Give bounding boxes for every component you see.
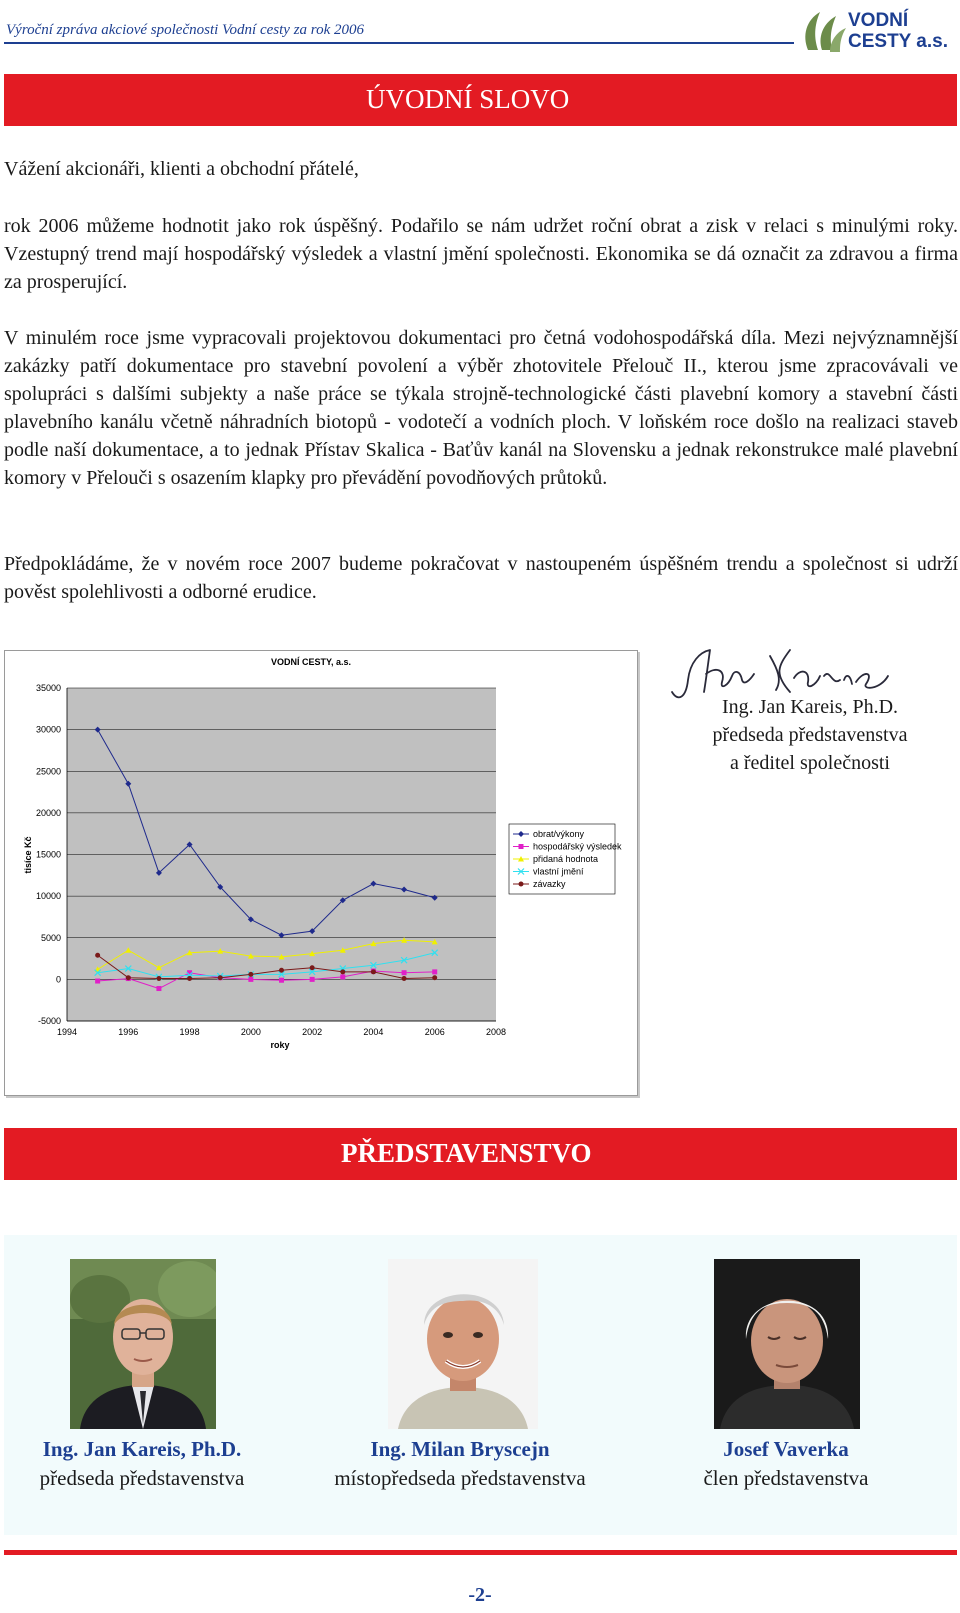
- legend-label: vlastní jmění: [533, 866, 584, 877]
- board-member-1: [0, 1435, 292, 1493]
- portrait-photo-1: [70, 1259, 216, 1429]
- data-point: [402, 970, 407, 975]
- header-rule: [4, 42, 794, 44]
- y-tick-label: 20000: [35, 807, 61, 818]
- financial-chart: [4, 650, 638, 1096]
- member-name: Ing. Milan Bryscejn: [370, 1437, 550, 1461]
- x-tick-label: 1994: [56, 1027, 78, 1037]
- logo-line-2: CESTY a.s.: [848, 31, 948, 52]
- section-heading: ÚVODNÍ SLOVO: [366, 84, 570, 114]
- x-tick-label: 1998: [179, 1027, 200, 1037]
- member-role: místopředseda představenstva: [334, 1466, 586, 1490]
- data-point: [95, 979, 100, 984]
- data-point: [156, 986, 161, 991]
- x-tick-label: 2006: [424, 1027, 445, 1037]
- paragraph-3: Předpokládáme, že v novém roce 2007 budeme pokračovat v nastoupeném úspěšném trendu a společnost si udrží pověst spolehlivosti a odborné erudice.: [4, 553, 958, 603]
- y-tick-label: 0: [55, 974, 61, 985]
- data-point: [218, 975, 223, 980]
- report-title: Výroční zpráva akciové společnosti Vodní cesty za rok 2006: [6, 22, 364, 38]
- section-banner-intro: [4, 74, 957, 126]
- section-heading: PŘEDSTAVENSTVO: [341, 1138, 592, 1168]
- chart-canvas: [5, 651, 639, 1097]
- page-header: [0, 0, 960, 60]
- y-tick-label: 25000: [35, 766, 61, 777]
- data-point: [248, 977, 253, 982]
- data-point: [310, 965, 315, 970]
- member-name: Ing. Jan Kareis, Ph.D.: [42, 1437, 242, 1461]
- data-point: [432, 969, 437, 974]
- data-point: [248, 972, 253, 977]
- data-point: [519, 844, 524, 849]
- signature-caption: [660, 693, 960, 777]
- y-tick-label: 35000: [35, 683, 61, 693]
- x-tick-label: 2000: [240, 1027, 261, 1037]
- data-point: [402, 976, 407, 981]
- data-point: [126, 975, 131, 980]
- y-tick-label: 15000: [35, 849, 61, 860]
- member-role: předseda představenstva: [39, 1466, 245, 1490]
- data-point: [187, 976, 192, 981]
- legend-label: přidaná hodnota: [533, 854, 599, 864]
- data-point: [519, 882, 524, 887]
- data-point: [95, 953, 100, 958]
- section-banner-board: [4, 1128, 957, 1180]
- x-tick-label: 2008: [485, 1027, 507, 1037]
- data-point: [156, 976, 161, 981]
- board-member-3: [636, 1435, 936, 1493]
- data-point: [340, 969, 345, 974]
- paragraph-1: rok 2006 můžeme hodnotit jako rok úspěšný. Podařilo se nám udržet roční obrat a zisk v relaci s minulými roky. Vzestupný trend mají hospodářský výsledek a vlastní jmění společnosti. Ekonomika se dá označit za zdravou a firma za prosperující.: [4, 215, 958, 293]
- y-tick-label: 5000: [40, 932, 61, 943]
- board-member-2: [310, 1435, 610, 1493]
- portrait-photo-3: [714, 1259, 860, 1429]
- member-name: Josef Vaverka: [723, 1437, 849, 1461]
- signatory-role-1: předseda představenstva: [712, 724, 908, 746]
- y-tick-label: 10000: [35, 891, 61, 902]
- data-point: [279, 978, 284, 983]
- company-logo: [800, 6, 958, 56]
- board-panel: [4, 1235, 957, 1535]
- logo-line-1: VODNÍ: [848, 10, 909, 31]
- x-tick-label: 1996: [118, 1027, 139, 1037]
- paragraph-2: V minulém roce jsme vypracovali projektovou dokumentaci pro četná vodohospodářská díla. Mezi nejvýznamnější zakázky patří dokumentace pro stavební povolení a výběr zhotovitele Přelouč II., kterou jsme zpracovávali ve spolupráci s dalšími subjekty a naše práce se týkala strojně-technologické části plavební komory a stavební části plavebního kanálu včetně náhradních biotopů - vodotečí a vodních ploch. V loňském roce došlo na realizaci staveb podle naší dokumentace, a to jednak Přístav Skalica - Baťův kanál na Slovensku a jednak rekonstrukce malé plavební komory v Přelouči s osazením klapky pro převádění povodňových průtoků.: [4, 327, 958, 489]
- signatory-role-2: a ředitel společnosti: [730, 752, 890, 774]
- chart-title: VODNÍ CESTY, a.s.: [270, 657, 352, 667]
- portrait-photo-2: [388, 1259, 538, 1429]
- legend-label: hospodářský výsledek: [533, 841, 622, 852]
- signatory-name: Ing. Jan Kareis, Ph.D.: [721, 696, 899, 718]
- x-axis-label: roky: [270, 1040, 290, 1050]
- data-point: [432, 975, 437, 980]
- leaf-logo-icon: [800, 6, 848, 56]
- data-point: [279, 968, 284, 973]
- footer-rule: [4, 1550, 957, 1555]
- member-role: člen představenstva: [703, 1466, 869, 1490]
- data-point: [371, 969, 376, 974]
- y-tick-label: 30000: [35, 724, 61, 735]
- y-tick-label: -5000: [37, 1016, 61, 1026]
- data-point: [340, 974, 345, 979]
- legend-label: obrat/výkony: [533, 829, 585, 839]
- legend-label: závazky: [533, 879, 566, 889]
- page-number: -2-: [468, 1584, 492, 1606]
- y-axis-label: tisíce Kč: [23, 836, 33, 874]
- x-tick-label: 2002: [302, 1027, 323, 1037]
- greeting: Vážení akcionáři, klienti a obchodní přátelé,: [4, 158, 359, 180]
- x-tick-label: 2004: [363, 1027, 384, 1037]
- data-point: [310, 977, 315, 982]
- logo-text: [848, 10, 948, 52]
